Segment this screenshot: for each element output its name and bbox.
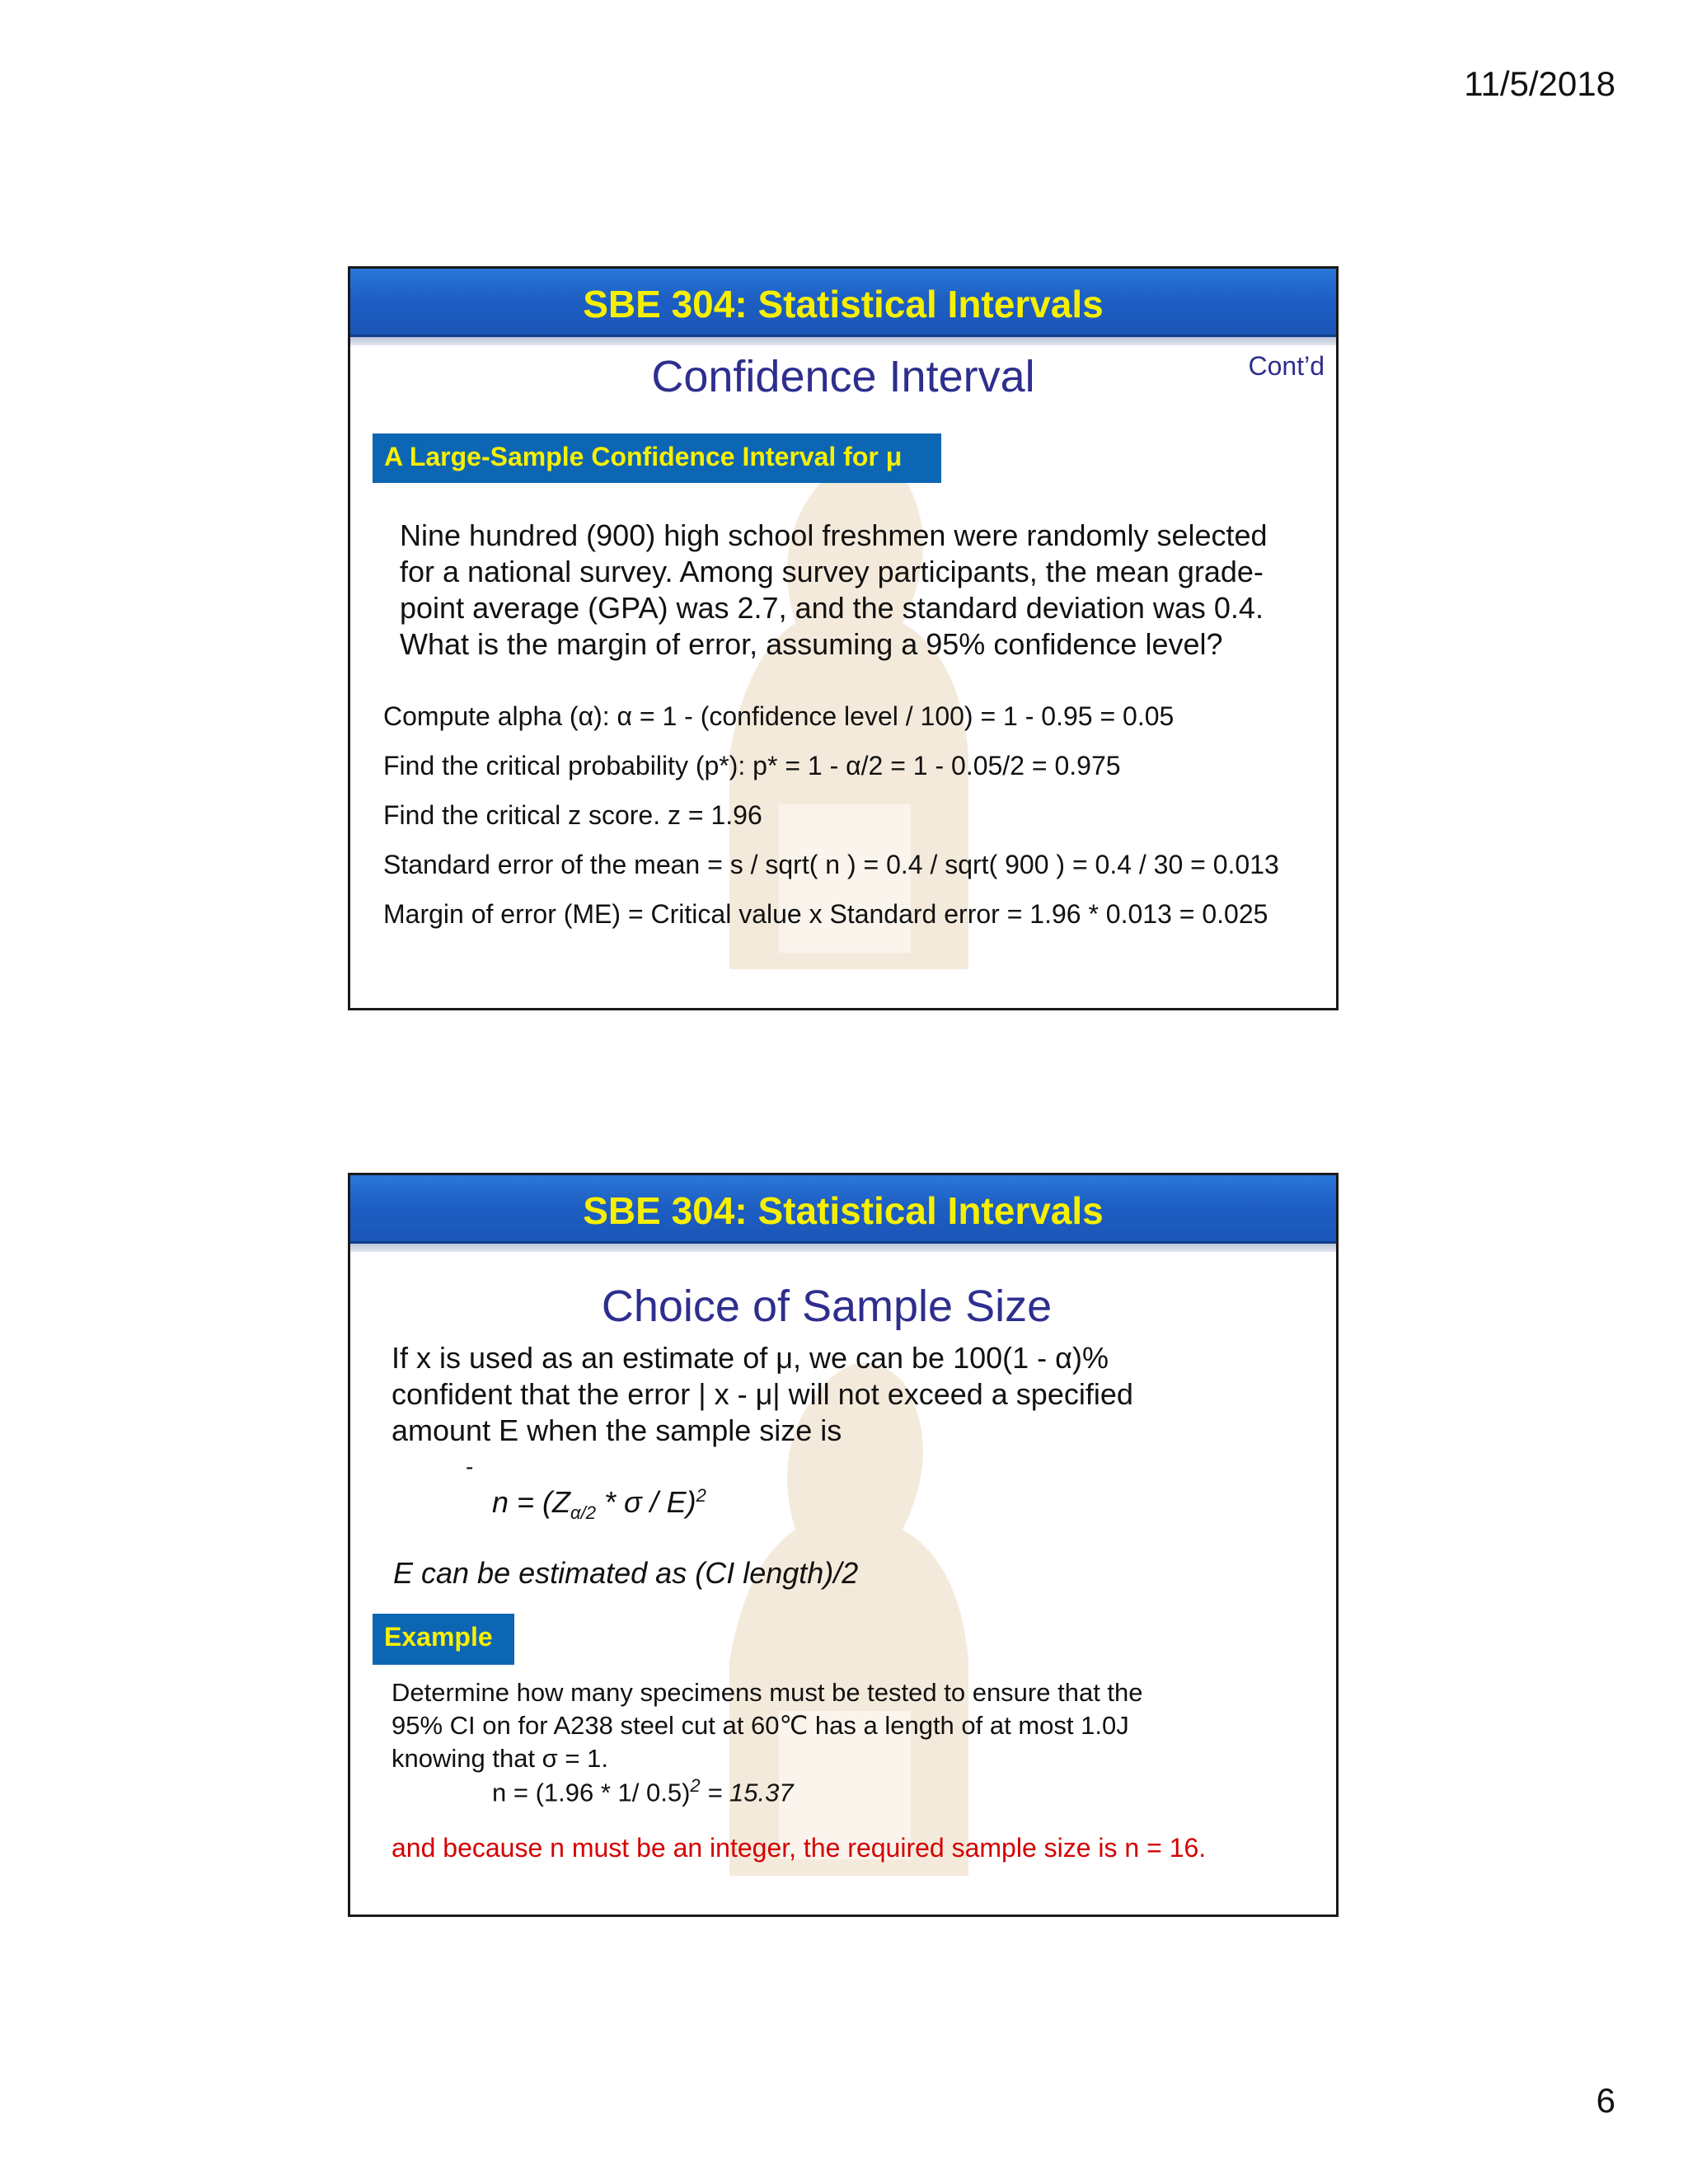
contd-label: Cont’d [1248,351,1325,381]
step-alpha: Compute alpha (α): α = 1 - (confidence level / 100) = 1 - 0.95 = 0.05 [383,701,1175,731]
slide-confidence-interval [348,266,1339,1010]
example-line-1: Determine how many specimens must be tested to ensure that the [392,1678,1143,1707]
formula-main: n = (Z [492,1485,571,1519]
intro-line-3: amount E when the sample size is [392,1413,842,1447]
step-critical-z: Find the critical z score. z = 1.96 [383,800,762,830]
slide-sample-size [348,1173,1339,1917]
example-text [392,1676,1298,1775]
example-label: Example [373,1614,514,1665]
intro-line-2: confident that the error | x - μ| will not exceed a specified [392,1377,1133,1411]
slide-heading: Confidence Interval [651,352,1035,401]
formula-rest: * σ / E) [595,1485,696,1519]
section-label: A Large-Sample Confidence Interval for μ [373,434,941,483]
step-margin-of-error: Margin of error (ME) = Critical value x Standard error = 1.96 * 0.013 = 0.025 [383,899,1268,929]
example-formula-main: n = (1.96 * 1/ 0.5) [492,1778,691,1807]
sample-size-formula [492,1485,706,1524]
header-divider [350,337,1336,345]
step-standard-error: Standard error of the mean = s / sqrt( n ) = 0.4 / sqrt( 900 ) = 0.4 / 30 = 0.013 [383,850,1279,879]
example-line-3: knowing that σ = 1. [392,1744,608,1773]
example-formula-result: = 15.37 [700,1778,794,1807]
slide-header-title: SBE 304: Statistical Intervals [583,283,1104,326]
overbar-dash: - [466,1454,474,1479]
slide-header-title: SBE 304: Statistical Intervals [583,1189,1104,1232]
step-critical-probability: Find the critical probability (p*): p* = 1 - α/2 = 1 - 0.05/2 = 0.975 [383,751,1121,780]
slide-heading: Choice of Sample Size [601,1282,1053,1331]
example-formula-superscript: 2 [690,1775,701,1796]
page-date: 11/5/2018 [1464,64,1615,103]
example-line-2: 95% CI on for A238 steel cut at 60℃ has a length of at most 1.0J [392,1711,1129,1740]
intro-paragraph [392,1340,1298,1449]
slide-header [350,269,1336,337]
header-divider [350,1244,1336,1252]
slide-header [350,1175,1336,1244]
formula-superscript: 2 [696,1485,706,1506]
conclusion-text: and because n must be an integer, the required sample size is n = 16. [392,1833,1207,1863]
formula-subscript: α/2 [570,1502,596,1524]
page-number: 6 [1596,2081,1615,2120]
example-formula [492,1775,794,1807]
estimate-note: E can be estimated as (CI length)/2 [393,1556,859,1590]
intro-line-1: If x is used as an estimate of μ, we can be 100(1 - α)% [392,1341,1109,1375]
problem-paragraph: Nine hundred (900) high school freshmen were randomly selected for a national survey. Among survey participants, the mean grade-point average (GPA) was 2.7, and the standard deviation was 0.4. What is the margin of error, assuming a 95% confidence level? [400,518,1268,661]
